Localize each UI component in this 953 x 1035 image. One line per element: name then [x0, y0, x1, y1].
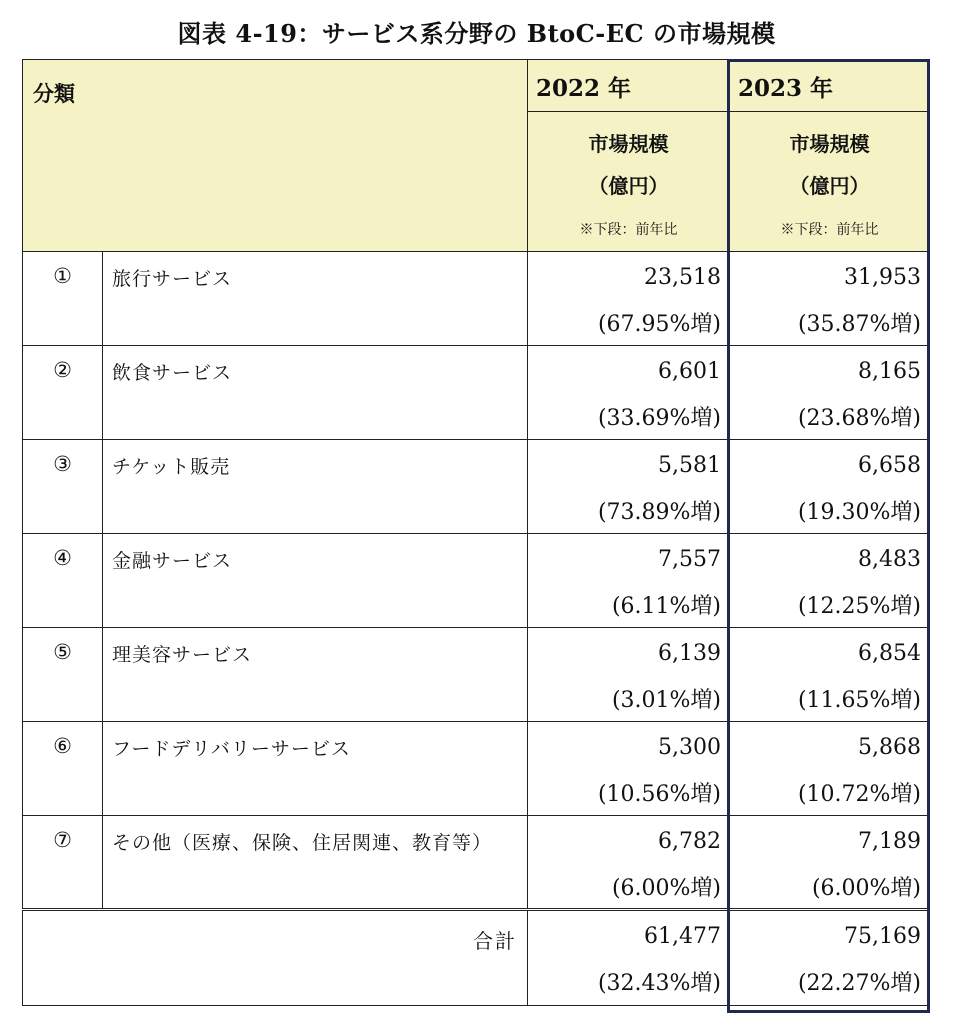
value-2022: 6,782	[658, 829, 721, 854]
growth-2023: (23.68%増)	[797, 406, 921, 431]
table-row	[23, 534, 930, 628]
total-value-2022: 61,477	[644, 924, 721, 949]
header-note-label: ※下段：前年比	[579, 222, 678, 238]
value-2022-cell	[528, 816, 730, 910]
value-2023: 6,854	[858, 641, 921, 666]
value-2023: 8,483	[858, 547, 921, 572]
row-category-name: 旅行サービス	[103, 252, 528, 346]
value-2022-cell	[528, 534, 730, 628]
value-2023: 5,868	[858, 735, 921, 760]
row-number: ①	[23, 252, 103, 346]
value-2023-cell	[730, 534, 930, 628]
total-2022-cell	[528, 910, 730, 1006]
header-category: 分類	[23, 60, 528, 252]
total-growth-2023: (22.27%増)	[797, 971, 921, 996]
value-2023: 31,953	[844, 265, 921, 290]
growth-2023: (6.00%増)	[811, 876, 921, 901]
growth-2022: (6.00%増)	[611, 876, 721, 901]
table-row	[23, 440, 930, 534]
value-2022-cell	[528, 628, 730, 722]
value-2022-cell	[528, 252, 730, 346]
row-category-name: 理美容サービス	[103, 628, 528, 722]
value-2022: 23,518	[644, 265, 721, 290]
value-2023: 6,658	[858, 453, 921, 478]
row-category-name: チケット販売	[103, 440, 528, 534]
header-metric-2023	[730, 112, 930, 252]
total-label: 合計	[23, 910, 528, 1006]
row-number: ④	[23, 534, 103, 628]
value-2022: 6,139	[658, 641, 721, 666]
growth-2023: (10.72%増)	[797, 782, 921, 807]
value-2022-cell	[528, 346, 730, 440]
value-2023: 8,165	[858, 359, 921, 384]
row-number: ②	[23, 346, 103, 440]
value-2023-cell	[730, 252, 930, 346]
header-unit-label: （億円）	[789, 174, 870, 198]
header-year-2022: 2022 年	[528, 60, 730, 112]
row-number: ③	[23, 440, 103, 534]
header-year-2023: 2023 年	[730, 60, 930, 112]
growth-2022: (3.01%増)	[611, 688, 721, 713]
growth-2023: (19.30%増)	[797, 500, 921, 525]
value-2022: 6,601	[658, 359, 721, 384]
value-2023-cell	[730, 628, 930, 722]
header-metric-label: 市場規模	[588, 132, 669, 156]
value-2023-cell	[730, 440, 930, 534]
value-2023-cell	[730, 346, 930, 440]
growth-2022: (73.89%増)	[597, 500, 721, 525]
row-category-name: フードデリバリーサービス	[103, 722, 528, 816]
value-2023-cell	[730, 816, 930, 910]
row-category-name: その他（医療、保険、住居関連、教育等）	[103, 816, 528, 910]
header-metric-label: 市場規模	[789, 132, 870, 156]
header-metric-2022	[528, 112, 730, 252]
growth-2022: (10.56%増)	[597, 782, 721, 807]
value-2022: 5,300	[658, 735, 721, 760]
row-category-name: 飲食サービス	[103, 346, 528, 440]
table-row	[23, 816, 930, 910]
growth-2023: (12.25%増)	[797, 594, 921, 619]
total-row	[23, 910, 930, 1006]
row-number: ⑥	[23, 722, 103, 816]
growth-2022: (33.69%増)	[597, 406, 721, 431]
growth-2023: (35.87%増)	[797, 312, 921, 337]
header-row-years	[23, 60, 930, 112]
growth-2022: (6.11%増)	[611, 594, 721, 619]
row-number: ⑦	[23, 816, 103, 910]
total-value-2023: 75,169	[844, 924, 921, 949]
table-row	[23, 628, 930, 722]
growth-2023: (11.65%増)	[797, 688, 921, 713]
header-unit-label: （億円）	[588, 174, 669, 198]
row-number: ⑤	[23, 628, 103, 722]
value-2023-cell	[730, 722, 930, 816]
value-2023: 7,189	[858, 829, 921, 854]
header-note-label: ※下段：前年比	[780, 222, 879, 238]
table-row	[23, 346, 930, 440]
figure-title: 図表 4-19：サービス系分野の BtoC-EC の市場規模	[177, 19, 776, 48]
growth-2022: (67.95%増)	[597, 312, 721, 337]
table-row	[23, 252, 930, 346]
market-size-table	[22, 59, 930, 1006]
value-2022: 5,581	[658, 453, 721, 478]
row-category-name: 金融サービス	[103, 534, 528, 628]
table-row	[23, 722, 930, 816]
value-2022: 7,557	[658, 547, 721, 572]
value-2022-cell	[528, 440, 730, 534]
total-2023-cell	[730, 910, 930, 1006]
total-growth-2022: (32.43%増)	[597, 971, 721, 996]
value-2022-cell	[528, 722, 730, 816]
